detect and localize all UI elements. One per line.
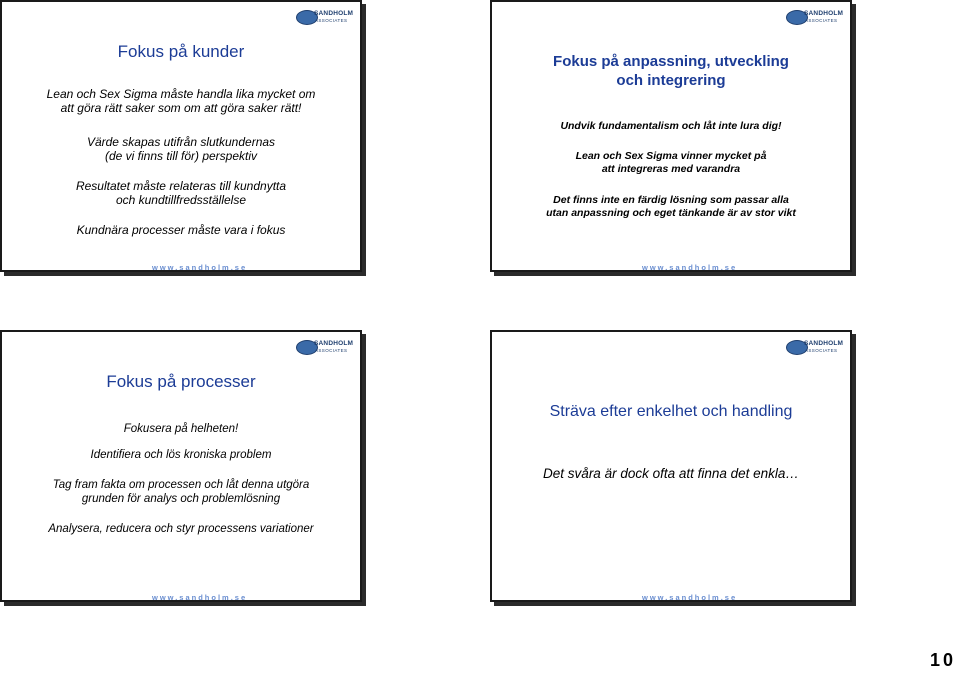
slide-2-title: och integrering bbox=[616, 72, 726, 89]
footer-url: www.sandholm.se bbox=[152, 593, 248, 602]
logo bbox=[296, 8, 352, 26]
footer-url: www.sandholm.se bbox=[152, 263, 248, 272]
slide-3 bbox=[0, 330, 362, 602]
slide-3-line: Analysera, reducera och styr processens variationer bbox=[48, 523, 314, 535]
slide-3-line: Identifiera och lös kroniska problem bbox=[90, 449, 272, 461]
logo bbox=[786, 8, 842, 26]
slide-3-line: Fokusera på helheten! bbox=[123, 423, 239, 435]
slide-2-line: Lean och Sex Sigma vinner mycket på bbox=[575, 150, 767, 162]
logo-sub: ASSOCIATES bbox=[315, 18, 348, 23]
slide-3-line: Tag fram fakta om processen och låt denna utgöra bbox=[52, 479, 310, 491]
logo bbox=[786, 338, 842, 356]
slide-4-title: Sträva efter enkelhet och handling bbox=[549, 403, 793, 420]
logo-sub: ASSOCIATES bbox=[805, 348, 838, 353]
slide-2 bbox=[490, 0, 852, 272]
slide-1-line: Kundnära processer måste vara i fokus bbox=[76, 223, 286, 237]
page-number: 10 bbox=[929, 650, 956, 670]
slide-4 bbox=[490, 330, 852, 602]
logo-sub: ASSOCIATES bbox=[315, 348, 348, 353]
slide-3-title: Fokus på processer bbox=[106, 372, 256, 391]
footer-url: www.sandholm.se bbox=[642, 593, 738, 602]
slide-2-line: Undvik fundamentalism och låt inte lura dig! bbox=[560, 120, 782, 132]
logo-name: SANDHOLM bbox=[804, 340, 844, 347]
slide-2-title: Fokus på anpassning, utveckling bbox=[553, 53, 789, 70]
slide-1-line: och kundtillfredsställelse bbox=[115, 193, 247, 207]
slide-1-line: Lean och Sex Sigma måste handla lika mycket om bbox=[46, 87, 316, 101]
slide-2-line: utan anpassning och eget tänkande är av stor vikt bbox=[546, 207, 796, 219]
footer-url: www.sandholm.se bbox=[642, 263, 738, 272]
slide-1-line: att göra rätt saker som om att göra saker rätt! bbox=[60, 101, 302, 115]
slide-1-line: Resultatet måste relateras till kundnytta bbox=[75, 179, 287, 193]
slide-2-line: att integreras med varandra bbox=[601, 163, 741, 175]
slide-1 bbox=[0, 0, 362, 272]
logo-name: SANDHOLM bbox=[314, 340, 354, 347]
logo-name: SANDHOLM bbox=[804, 10, 844, 17]
slide-2-line: Det finns inte en färdig lösning som passar alla bbox=[553, 194, 789, 206]
logo-sub: ASSOCIATES bbox=[805, 18, 838, 23]
logo bbox=[296, 338, 352, 356]
slide-1-line: Värde skapas utifrån slutkundernas bbox=[86, 135, 276, 149]
slide-1-title: Fokus på kunder bbox=[117, 42, 245, 61]
logo-name: SANDHOLM bbox=[314, 10, 354, 17]
slide-4-line: Det svåra är dock ofta att finna det enkla… bbox=[543, 466, 799, 481]
slide-1-line: (de vi finns till för) perspektiv bbox=[104, 149, 258, 163]
slide-3-line: grunden för analys och problemlösning bbox=[81, 493, 281, 505]
